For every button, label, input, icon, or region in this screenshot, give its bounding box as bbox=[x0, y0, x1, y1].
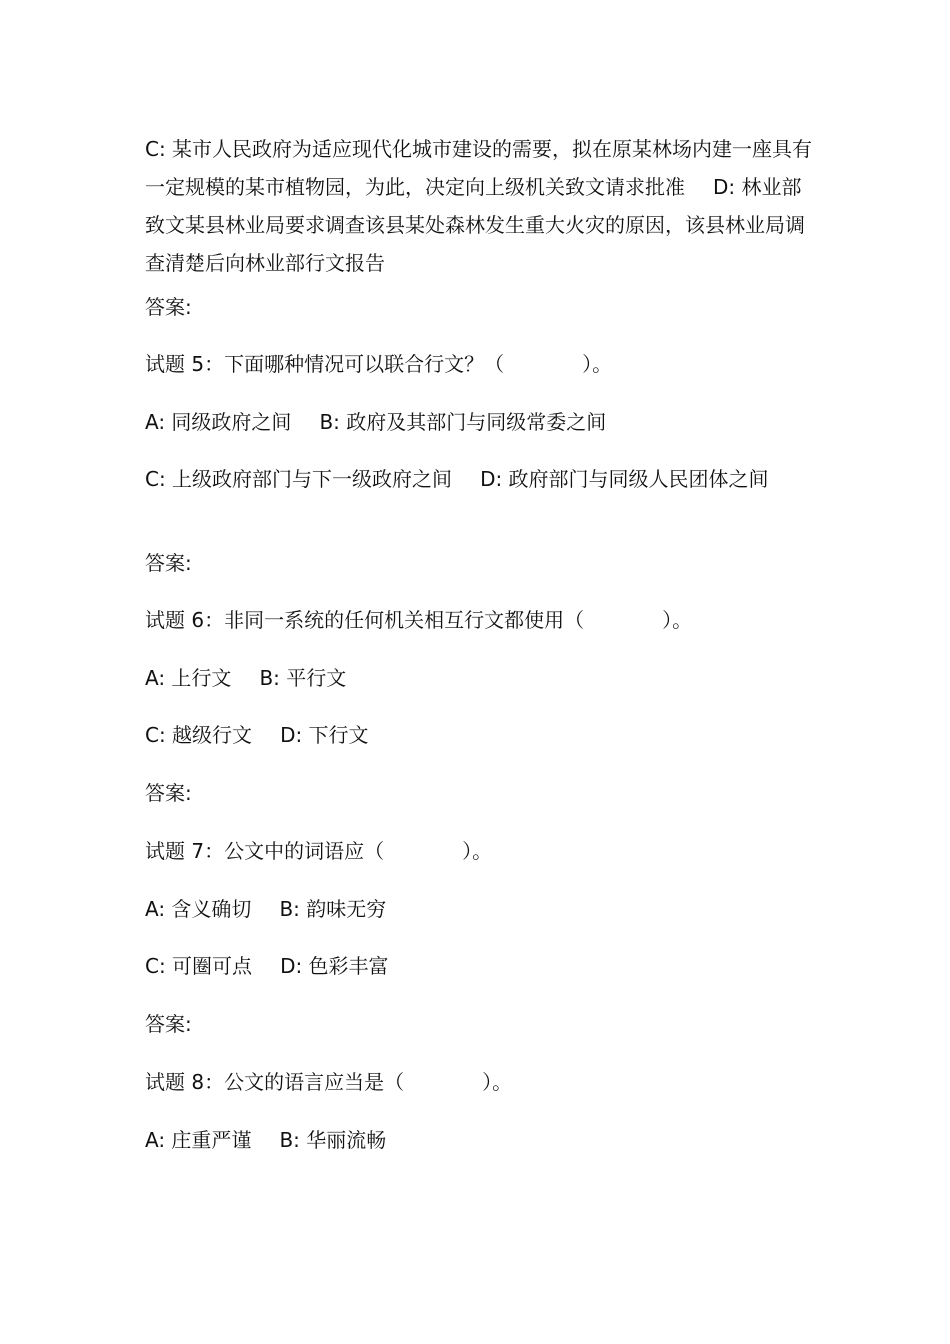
q8-option-a: A: 庄重严谨 bbox=[145, 1128, 252, 1152]
q7-answer: 答案: bbox=[145, 1012, 192, 1036]
q6-option-d: D: 下行文 bbox=[280, 723, 369, 747]
q6-stem: 试题 6：非同一系统的任何机关相互行文都使用（ ）。 bbox=[145, 608, 693, 632]
q6-option-c: C: 越级行文 bbox=[145, 723, 253, 747]
q8-stem: 试题 8：公文的语言应当是（ ）。 bbox=[145, 1070, 513, 1094]
q7-options-ab bbox=[145, 890, 815, 928]
q5-stem: 试题 5：下面哪种情况可以联合行文？（ ）。 bbox=[145, 352, 613, 376]
q5-options-ab bbox=[145, 403, 815, 441]
q5-option-c: C: 上级政府部门与下一级政府之间 bbox=[145, 467, 453, 491]
q6-options-cd bbox=[145, 716, 815, 754]
q4-options-cd bbox=[145, 130, 815, 282]
q6-option-b: B: 平行文 bbox=[259, 666, 347, 690]
q4-answer: 答案: bbox=[145, 295, 192, 319]
q5-option-b: B: 政府及其部门与同级常委之间 bbox=[319, 410, 607, 434]
q7-option-b: B: 韵味无穷 bbox=[279, 897, 387, 921]
q6-answer: 答案: bbox=[145, 781, 192, 805]
q8-option-b: B: 华丽流畅 bbox=[279, 1128, 387, 1152]
q5-option-a: A: 同级政府之间 bbox=[145, 410, 292, 434]
q7-stem: 试题 7：公文中的词语应（ ）。 bbox=[145, 839, 493, 863]
q7-options-cd bbox=[145, 947, 815, 985]
q4-option-d: D: 林业部致文某县林业局要求调查该县某处森林发生重大火灾的原因，该县林业局调查清楚后向林业部行文报告 bbox=[145, 175, 805, 275]
q5-option-d: D: 政府部门与同级人民团体之间 bbox=[480, 467, 769, 491]
q7-option-c: C: 可圈可点 bbox=[145, 954, 253, 978]
q4-option-c: C: 某市人民政府为适应现代化城市建设的需要，拟在原某林场内建一座具有一定规模的某市植物园，为此，决定向上级机关致文请求批准 bbox=[145, 137, 813, 199]
q7-option-a: A: 含义确切 bbox=[145, 897, 252, 921]
q6-options-ab bbox=[145, 659, 815, 697]
q8-options-ab bbox=[145, 1121, 815, 1159]
q6-option-a: A: 上行文 bbox=[145, 666, 232, 690]
q5-answer: 答案: bbox=[145, 551, 192, 575]
q5-options-cd bbox=[145, 460, 815, 498]
q7-option-d: D: 色彩丰富 bbox=[280, 954, 389, 978]
